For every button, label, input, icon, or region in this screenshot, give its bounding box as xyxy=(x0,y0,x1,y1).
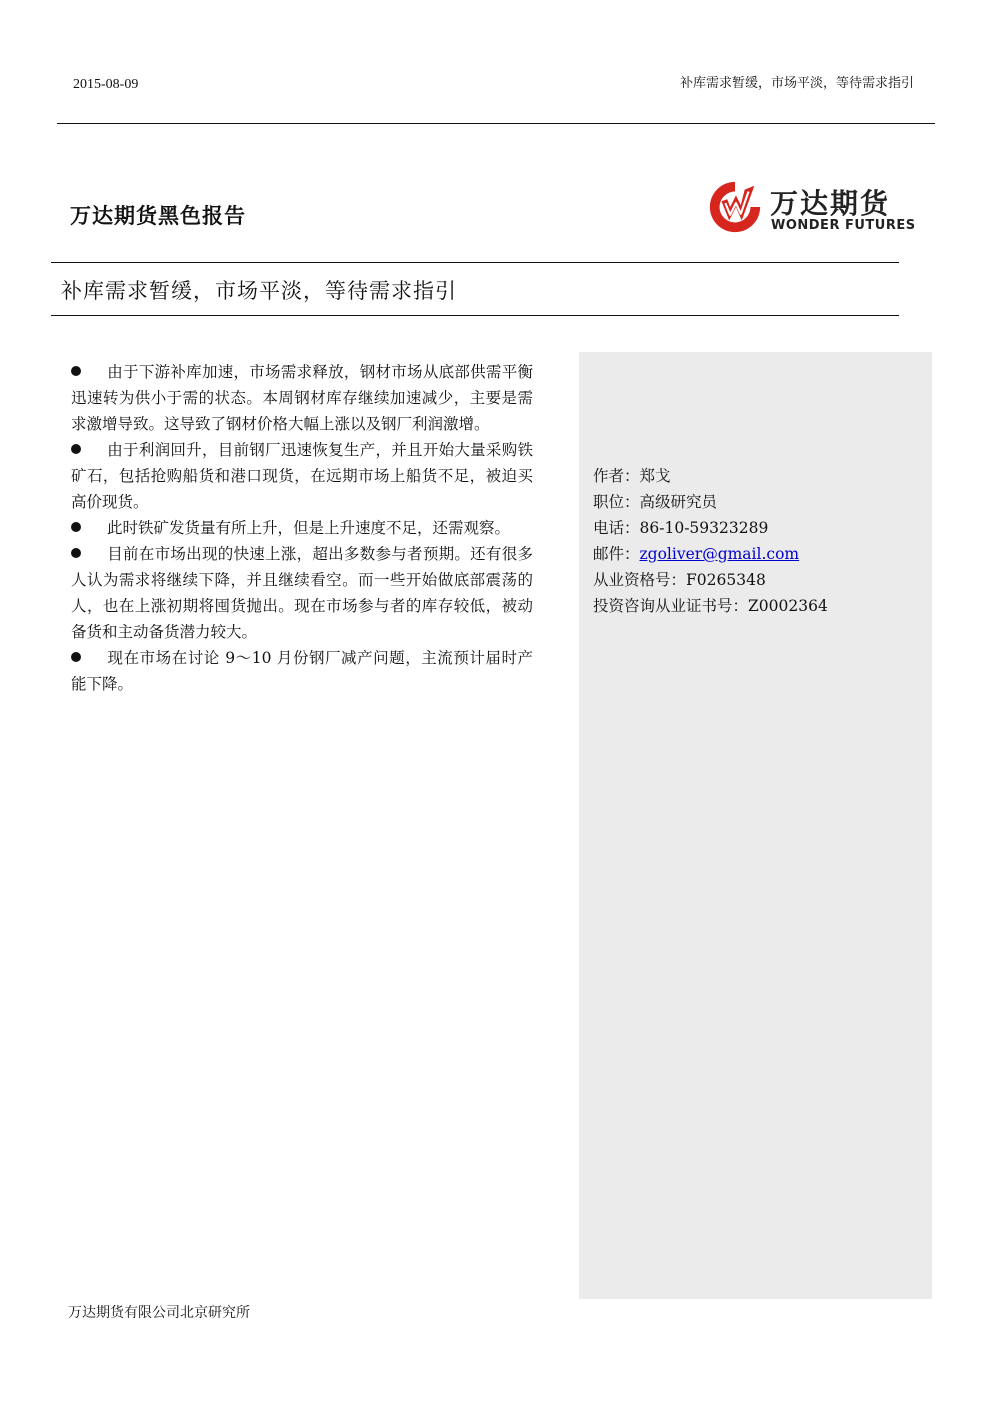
logo-name-cn: 万达期货 xyxy=(770,187,891,220)
report-title: 补库需求暂缓，市场平淡，等待需求指引 xyxy=(61,279,457,303)
author-sidebar xyxy=(579,352,932,1299)
bullet-text: 现在市场在讨论 9～10 月份钢厂减产问题，主流预计届时产能下降。 xyxy=(71,649,533,693)
bullet-text: 由于下游补库加速，市场需求释放，钢材市场从底部供需平衡迅速转为供小于需的状态。本周钢材库存继续加速减少，主要是需求激增导致。这导致了钢材价格大幅上涨以及钢厂利润激增。 xyxy=(71,363,533,433)
bullet-item xyxy=(71,515,533,541)
advisory-number: Z0002364 xyxy=(748,597,828,615)
title-bottom-divider xyxy=(51,315,899,316)
report-body xyxy=(71,359,533,697)
advisory-row: 投资咨询从业证书号：Z0002364 xyxy=(593,597,828,615)
license-row: 从业资格号：F0265348 xyxy=(593,571,766,589)
author-position: 高级研究员 xyxy=(639,493,718,511)
bullet-item xyxy=(71,437,533,515)
author-name: 郑戈 xyxy=(639,467,671,485)
bullet-text: 此时铁矿发货量有所上升，但是上升速度不足，还需观察。 xyxy=(107,519,511,537)
logo-name-en: WONDER FUTURES xyxy=(771,218,916,233)
bullet-item xyxy=(71,541,533,645)
bullet-icon xyxy=(71,366,81,376)
bullet-icon xyxy=(71,548,81,558)
running-header-title: 补库需求暂缓，市场平淡，等待需求指引 xyxy=(679,76,914,91)
footer-company: 万达期货有限公司北京研究所 xyxy=(68,1305,250,1321)
report-date: 2015-08-09 xyxy=(73,77,139,92)
bullet-item xyxy=(71,645,533,697)
company-logo xyxy=(706,178,916,238)
title-top-divider xyxy=(51,262,899,263)
author-row: 作者：郑戈 xyxy=(593,467,671,485)
bullet-text: 目前在市场出现的快速上涨，超出多数参与者预期。还有很多人认为需求将继续下降，并且继续看空。而一些开始做底部震荡的人，也在上涨初期将囤货抛出。现在市场参与者的库存较低，被动备货和主动备货潜力较大。 xyxy=(71,545,533,641)
author-email-link[interactable]: zgoliver@gmail.com xyxy=(639,545,800,563)
phone-row: 电话：86-10-59323289 xyxy=(593,519,769,537)
position-row: 职位：高级研究员 xyxy=(593,493,718,511)
report-label: 万达期货黑色报告 xyxy=(70,204,246,228)
bullet-icon xyxy=(71,652,81,662)
bullet-icon xyxy=(71,444,81,454)
bullet-icon xyxy=(71,522,81,532)
bullet-item xyxy=(71,359,533,437)
bullet-text: 由于利润回升，目前钢厂迅速恢复生产，并且开始大量采购铁矿石，包括抢购船货和港口现货，在远期市场上船货不足，被迫买高价现货。 xyxy=(71,441,533,511)
header-divider xyxy=(57,123,935,124)
wonder-futures-logo-icon xyxy=(706,178,764,236)
author-info xyxy=(593,463,828,619)
license-number: F0265348 xyxy=(686,571,766,589)
author-phone: 86-10-59323289 xyxy=(639,519,769,537)
email-row: 邮件：zgoliver@gmail.com xyxy=(593,545,800,563)
